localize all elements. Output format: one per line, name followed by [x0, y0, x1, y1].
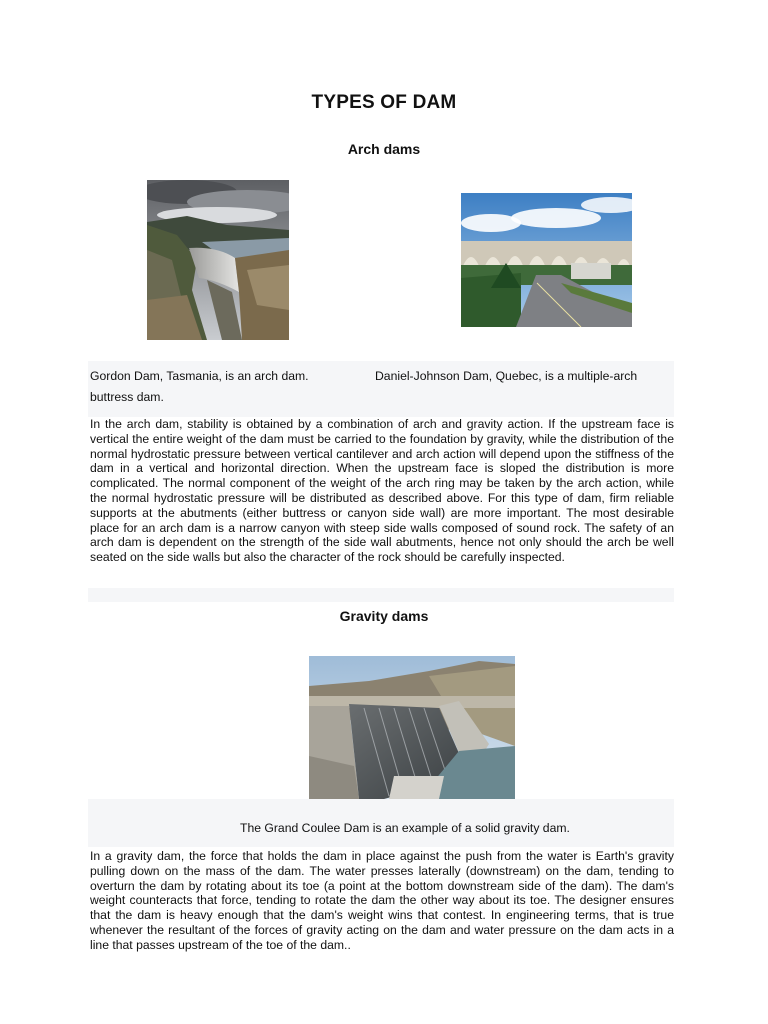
- grand-coulee-caption: The Grand Coulee Dam is an example of a solid gravity dam.: [240, 821, 570, 835]
- arch-dams-paragraph: In the arch dam, stability is obtained by a combination of arch and gravity action. If the upstream face is vertical the entire weight of the dam must be carried to the foundation by gravity, while the distribution of the normal hydrostatic pressure between vertical cantilever and arch action will depend upon the stiffness of the dam in a vertical and horizontal direction. When the upstream face is sloped the distribution is more complicated. The normal component of the weight of the arch ring may be taken by the arch action, while the normal hydrostatic pressure will be distributed as described above. For this type of dam, firm reliable supports at the abutments (either buttress or canyon side wall) are more important. The most desirable place for an arch dam is a narrow canyon with steep side walls composed of sound rock. The safety of an arch dam is dependent on the strength of the side wall abutments, hence not only should the arch be well seated on the side walls but also the character of the rock should be carefully inspected.: [90, 417, 674, 565]
- gravity-dams-paragraph: In a gravity dam, the force that holds the dam in place against the push from the water is Earth's gravity pulling down on the mass of the dam. The water presses laterally (downstream) on the dam, tending to overturn the dam by rotating about its toe (a point at the bottom downstream side of the dam). The dam's weight counteracts that force, tending to rotate the dam the other way about its toe. The designer ensures that the dam is heavy enough that the dam's weight wins that contest. In engineering terms, that is true whenever the resultant of the forces of gravity acting on the dam and water pressure on the dam acts in a line that passes upstream of the toe of the dam..: [90, 849, 674, 952]
- page-title: TYPES OF DAM: [311, 92, 457, 113]
- gordon-dam-photo: [147, 180, 289, 340]
- gravity-dams-heading: Gravity dams: [339, 608, 429, 624]
- daniel-johnson-dam-caption: Daniel-Johnson Dam, Quebec, is a multiple-arch: [375, 369, 638, 383]
- daniel-johnson-dam-photo: [461, 193, 632, 327]
- grand-coulee-dam-photo: [309, 656, 515, 799]
- arch-dams-heading: Arch dams: [347, 141, 421, 157]
- gordon-dam-caption: Gordon Dam, Tasmania, is an arch dam.: [90, 369, 309, 383]
- paragraph-band-end: [88, 588, 674, 602]
- caption-continuation: buttress dam.: [90, 390, 164, 404]
